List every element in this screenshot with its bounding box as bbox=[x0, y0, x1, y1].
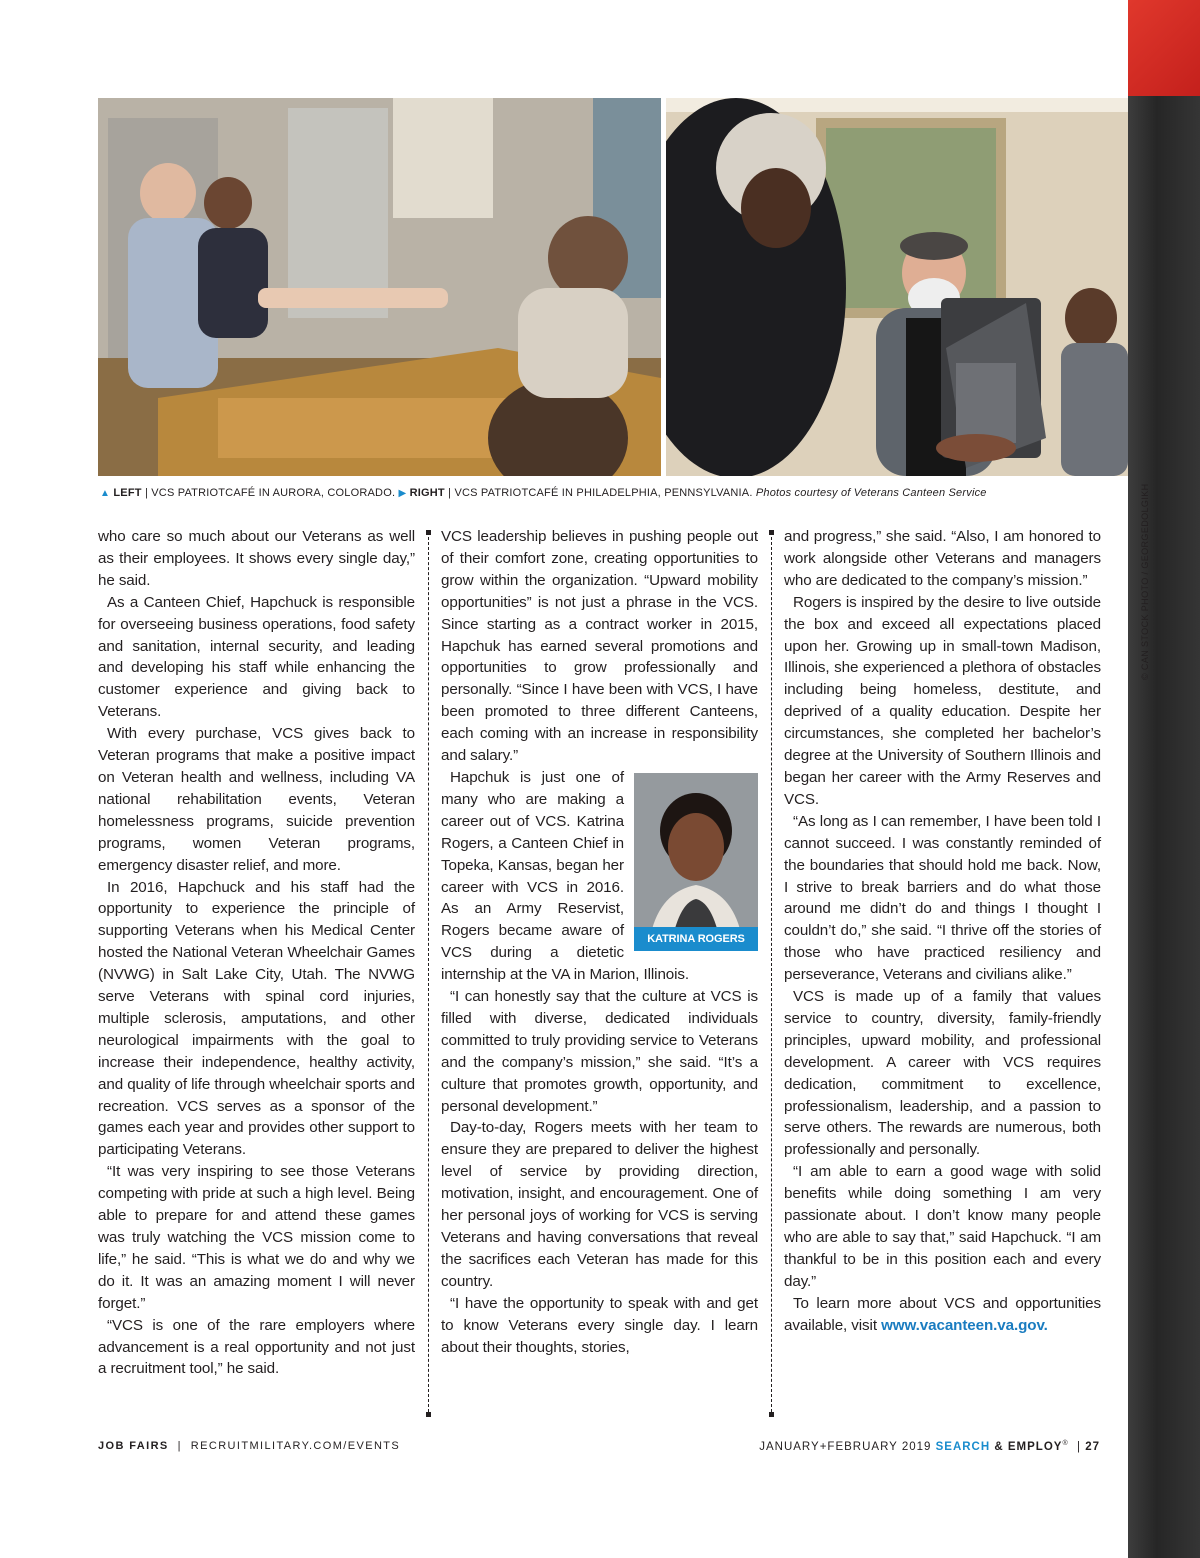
article-column-1 bbox=[98, 526, 415, 1380]
registered-mark: ® bbox=[1062, 1440, 1069, 1447]
paragraph: “I can honestly say that the culture at VCS is filled with diverse, dedicated individuals committed to truly providing service to Veterans and the company’s mission,” she said. “It’s a culture that promotes growth, opportunity, and personal development.” bbox=[441, 988, 758, 1115]
paragraph: “VCS is one of the rare employers where advancement is a real opportunity and not just a recruitment tool,” he said. bbox=[98, 1316, 415, 1378]
column-divider-dot bbox=[426, 530, 431, 535]
paragraph: In 2016, Hapchuck and his staff had the opportunity to experience the principle of supporting Veterans when his Medical Center hosted the National Veteran Wheelchair Games (NVWG) in Salt Lake City, Utah. The NVWG serve Veterans with spinal cord injuries, multiple sclerosis, amputations, and other neurological impairments with the goal to increase their independence, healthy activity, and quality of life through wheelchair sports and recreation. VCS serves as a sponsor of the games each year and provides other support to participating Veterans. bbox=[98, 878, 415, 1159]
photo-caption bbox=[100, 487, 1120, 499]
side-photo-strip bbox=[1128, 96, 1200, 1558]
magazine-name-employ: & EMPLOY bbox=[994, 1440, 1063, 1453]
footer-right bbox=[759, 1440, 1100, 1453]
paragraph: Day-to-day, Rogers meets with her team to ensure they are prepared to deliver the highest level of service by providing direction, motivation, insight, and encouragement. One of her personal joys of working for VCS is serving Veterans and having conversations that reveal the sacrifices each Veteran has made for this country. bbox=[441, 1119, 758, 1290]
photo-aurora-cafe bbox=[98, 98, 661, 476]
article-column-2 bbox=[441, 526, 758, 1358]
paragraph: Rogers is inspired by the desire to live outside the box and exceed all expectations placed upon her. Growing up in small-town Madison, Illinois, she experienced a plethora of obstacles including being homeless, destitute, and deprived of a quality education. Despite her circumstances, she completed her bachelor’s degree at the University of Southern Illinois and began her career with the Army Reserves and VCS. bbox=[784, 593, 1101, 808]
paragraph: VCS is made up of a family that values service to country, diversity, family-friendly principles, upward mobility, and professional development. A career with VCS requires dedication, commitment to excellence, professionalism, leadership, and a passion to serve others. The rewards are numerous, both professionally and personally. bbox=[784, 988, 1101, 1159]
red-corner-accent bbox=[1128, 0, 1200, 96]
column-divider-dot bbox=[769, 1412, 774, 1417]
triangle-up-icon: ▲ bbox=[100, 488, 111, 499]
portrait-illustration bbox=[634, 773, 758, 951]
page-number: 27 bbox=[1085, 1440, 1100, 1453]
paragraph-final bbox=[784, 1293, 1101, 1337]
caption-right-label: RIGHT bbox=[409, 487, 445, 499]
paragraph: “As long as I can remember, I have been told I cannot succeed. I was constantly reminded of the boundaries that should hold me back. Now, I strive to break barriers and do what those around me didn’t do and things I thought I couldn’t do,” she said. “I thrive off the stories of those who have practiced resiliency and perseverance, Veterans and civilians alike.” bbox=[784, 812, 1101, 984]
paragraph: As a Canteen Chief, Hapchuck is responsible for overseeing business operations, food safety and sanitation, internal security, and leading and developing his staff while enhancing the customer experience and giving back to Veterans. bbox=[98, 593, 415, 721]
photo-aurora-illustration bbox=[98, 98, 661, 476]
vacanteen-link[interactable]: www.vacanteen.va.gov. bbox=[881, 1316, 1048, 1334]
paragraph: “I have the opportunity to speak with and get to know Veterans every single day. I learn about their thoughts, stories, bbox=[441, 1294, 758, 1356]
column-divider-dot bbox=[426, 1412, 431, 1417]
column-divider bbox=[428, 532, 429, 1412]
final-text: To learn more about VCS and opportunities available, visit bbox=[784, 1294, 1101, 1334]
footer-url[interactable]: RECRUITMILITARY.COM/EVENTS bbox=[190, 1440, 401, 1452]
photo-philadelphia-illustration bbox=[666, 98, 1128, 476]
paragraph: “I am able to earn a good wage with solid benefits while doing something I am very passionate about. I don’t know many people who are able to say that,” said Hapchuck. “I am thankful to be in this position each and every day.” bbox=[784, 1163, 1101, 1290]
paragraph: With every purchase, VCS gives back to Veteran programs that make a positive impact on Veteran health and wellness, including VA national rehabilitation events, Veteran homelessness programs, suicide prevention programs, women Veteran programs, emergency disaster relief, and more. bbox=[98, 725, 415, 874]
side-photo-credit: © CAN STOCK PHOTO / GEORGEDOLGIKH bbox=[1140, 483, 1150, 680]
portrait-katrina-rogers bbox=[634, 773, 758, 951]
paragraph: Hapchuk is just one of many who are making a career out of VCS. Katrina Rogers, a Canteen Chief in Topeka, Kansas, began her career with VCS in 2016. As an Army Reservist, Rogers became aware of VCS during a dietetic internship at the VA in Marion, Illinois. bbox=[441, 768, 690, 984]
column-divider bbox=[771, 532, 772, 1412]
footer-separator: | bbox=[1077, 1440, 1081, 1453]
magazine-name-search: SEARCH bbox=[935, 1440, 991, 1453]
photo-philadelphia-cafe bbox=[666, 98, 1128, 476]
footer-separator: | bbox=[177, 1440, 182, 1452]
caption-left-label: LEFT bbox=[113, 487, 142, 499]
triangle-right-icon: ▶ bbox=[398, 488, 407, 499]
caption-separator: | bbox=[448, 487, 452, 499]
paragraph: who care so much about our Veterans as well as their employees. It shows every single day,” he said. bbox=[98, 528, 415, 589]
paragraph: “It was very inspiring to see those Veterans competing with pride at such a high level. Being able to prepare for and attend these games was truly watching the VCS mission come to life,” he said. “This is what we do and why we do it. It was an amazing moment I will never forget.” bbox=[98, 1163, 415, 1312]
footer-date: JANUARY+FEBRUARY 2019 bbox=[759, 1440, 932, 1453]
footer-section-label: JOB FAIRS bbox=[98, 1440, 169, 1452]
caption-separator: | bbox=[144, 487, 148, 499]
caption-right-text: VCS PATRIOTCAFÉ IN PHILADELPHIA, PENNSYLVANIA. bbox=[454, 487, 753, 499]
column-divider-dot bbox=[769, 530, 774, 535]
paragraph: VCS leadership believes in pushing people out of their comfort zone, creating opportunities to grow within the organization. “Upward mobility opportunities” is not just a phrase in the VCS. Since starting as a contract worker in 2015, Hapchuk has earned several promotions and opportunities to grow professionally and personally. “Since I have been with VCS, I have been promoted to three different Canteens, each coming with an increase in responsibility and salary.” bbox=[441, 528, 758, 765]
caption-left-text: VCS PATRIOTCAFÉ IN AURORA, COLORADO. bbox=[151, 487, 396, 499]
paragraph: and progress,” she said. “Also, I am honored to work alongside other Veterans and managers who are dedicated to the company’s mission.” bbox=[784, 528, 1101, 589]
caption-credit: Photos courtesy of Veterans Canteen Service bbox=[755, 487, 987, 499]
footer-left bbox=[98, 1440, 400, 1452]
article-column-3 bbox=[784, 526, 1101, 1337]
portrait-label: KATRINA ROGERS bbox=[634, 927, 758, 951]
